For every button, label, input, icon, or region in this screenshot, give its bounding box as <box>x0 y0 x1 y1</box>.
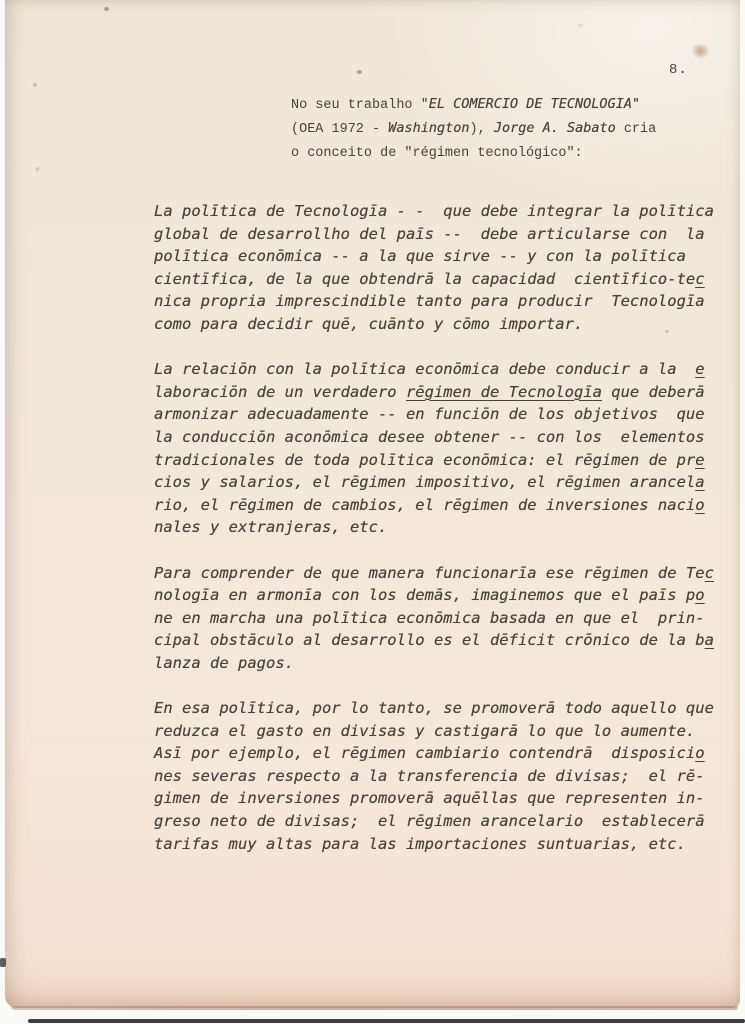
paragraph-4 <box>154 697 729 855</box>
text-line <box>154 742 729 765</box>
text-segment: gimen de inversiones promoverā aquēllas que representen in- <box>154 789 705 808</box>
text-line <box>154 268 729 291</box>
text-segment: polītica econōmica -- a la que sirve -- y con la polītica <box>154 247 686 266</box>
text-line <box>154 290 729 313</box>
paper-speck <box>104 7 109 11</box>
text-line <box>154 810 729 833</box>
text-segment: Para comprender de que manera funcionarīa ese rēgimen de Te <box>154 563 705 582</box>
scan-edge-line <box>28 1019 745 1023</box>
text-line <box>154 471 729 494</box>
text-line <box>291 141 691 165</box>
text-segment: cria <box>615 121 657 137</box>
text-segment: cios y salarios, el rēgimen impositivo, el rēgimen arancel <box>154 473 696 492</box>
text-segment: Asī por ejemplo, el rēgimen cambiario contendrā disposici <box>154 744 696 763</box>
paper-speck <box>577 23 584 28</box>
text-segment: cientīfica, de la que obtendrā la capacidad cientīfico-te <box>154 269 696 288</box>
text-segment: laboraciōn de un verdadero <box>154 382 406 401</box>
text-line <box>154 652 729 675</box>
text-segment: a <box>695 473 705 492</box>
text-segment: armonizar adecuadamente -- en funciōn de los objetivos que <box>154 405 705 424</box>
text-segment: ), <box>469 121 494 137</box>
text-line <box>154 381 729 404</box>
text-segment: nes severas respecto a la transferencia de divisas; el rē- <box>154 766 705 785</box>
text-segment: En esa polītica, por lo tanto, se promoverā todo aquello que <box>154 699 714 718</box>
text-segment: nales y extranjeras, etc. <box>154 518 388 537</box>
text-segment: rio, el rēgimen de cambios, el rēgimen de inversiones naci <box>154 495 696 514</box>
text-segment: como para decidir quē, cuānto y cōmo importar. <box>154 314 584 333</box>
text-segment: nica propria imprescindible tanto para producir Tecnologīa <box>154 292 705 311</box>
text-segment: la conducciōn aconōmica desee obtener -- con los elementos <box>154 427 705 446</box>
text-segment: rēgimen de Tecnologīa <box>405 382 602 401</box>
text-segment: cipal obstāculo al desarrollo es el dēficit crōnico de la b <box>154 631 705 650</box>
text-segment: o <box>695 586 705 605</box>
paragraph-1 <box>154 200 729 336</box>
paper-sheet <box>5 0 740 1008</box>
text-segment: e <box>695 360 705 379</box>
text-segment: global de desarrollho del paīs -- debe articularse con la <box>154 224 705 243</box>
text-segment: que deberā <box>601 382 705 401</box>
text-segment: e <box>695 450 705 469</box>
text-line <box>291 93 691 117</box>
paper-speck <box>32 82 38 88</box>
text-line <box>154 629 729 652</box>
page-number: 8. <box>669 62 688 78</box>
text-segment: No seu trabalho <box>291 98 421 113</box>
text-segment: reduzca el gasto en divisas y castigarā lo que lo aumente. <box>154 721 696 740</box>
text-segment: o <box>695 744 705 763</box>
paragraph-2 <box>154 358 729 539</box>
text-line <box>154 787 729 810</box>
text-segment: a <box>704 631 714 650</box>
text-line <box>154 607 729 630</box>
intro-block <box>291 93 691 164</box>
text-line <box>154 562 729 585</box>
text-line <box>154 833 729 856</box>
body-text <box>154 200 729 878</box>
paragraph-3 <box>154 562 729 675</box>
text-segment: lanza de pagos. <box>154 653 294 672</box>
text-segment: tarifas muy altas para las importaciones suntuarias, etc. <box>154 834 686 853</box>
paper-stain <box>691 43 710 59</box>
text-line <box>154 223 729 246</box>
text-segment: "EL COMERCIO DE TECNOLOGIA" <box>420 96 641 112</box>
text-line <box>154 358 729 381</box>
text-line <box>154 516 729 539</box>
text-line <box>154 245 729 268</box>
text-segment: c <box>704 563 714 582</box>
text-line <box>154 765 729 788</box>
text-segment: tradicionales de toda polītica econōmica: el rēgimen de pr <box>154 450 696 469</box>
text-segment: Washington <box>388 119 470 136</box>
text-segment: o <box>695 495 705 514</box>
paper-speck <box>35 166 40 172</box>
text-line <box>154 426 729 449</box>
text-line <box>291 117 691 141</box>
text-segment: Jorge A. Sabato <box>493 119 616 136</box>
text-segment: La relaciōn con la polītica econōmica debe conducir a la <box>154 360 696 379</box>
text-line <box>154 494 729 517</box>
text-segment: c <box>695 269 705 288</box>
text-line <box>154 313 729 336</box>
text-segment: ne en marcha una polītica econōmica basada en que el prin- <box>154 608 705 627</box>
text-segment: La polītica de Tecnologīa - - que debe integrar la polītica <box>154 202 714 220</box>
text-segment: (OEA 1972 - <box>291 121 389 137</box>
text-segment: nologīa en armonīa con los demās, imaginemos que el paīs p <box>154 586 696 605</box>
scan-edge-mark <box>0 958 6 967</box>
paper-speck <box>357 70 362 74</box>
text-line <box>154 449 729 472</box>
text-line <box>154 200 729 223</box>
text-segment: o conceito de "régimen tecnológico": <box>291 145 583 161</box>
text-line <box>154 584 729 607</box>
text-segment: greso neto de divisas; el rēgimen arancelario establecerā <box>154 812 705 831</box>
text-line <box>154 697 729 720</box>
text-line <box>154 403 729 426</box>
text-line <box>154 720 729 743</box>
